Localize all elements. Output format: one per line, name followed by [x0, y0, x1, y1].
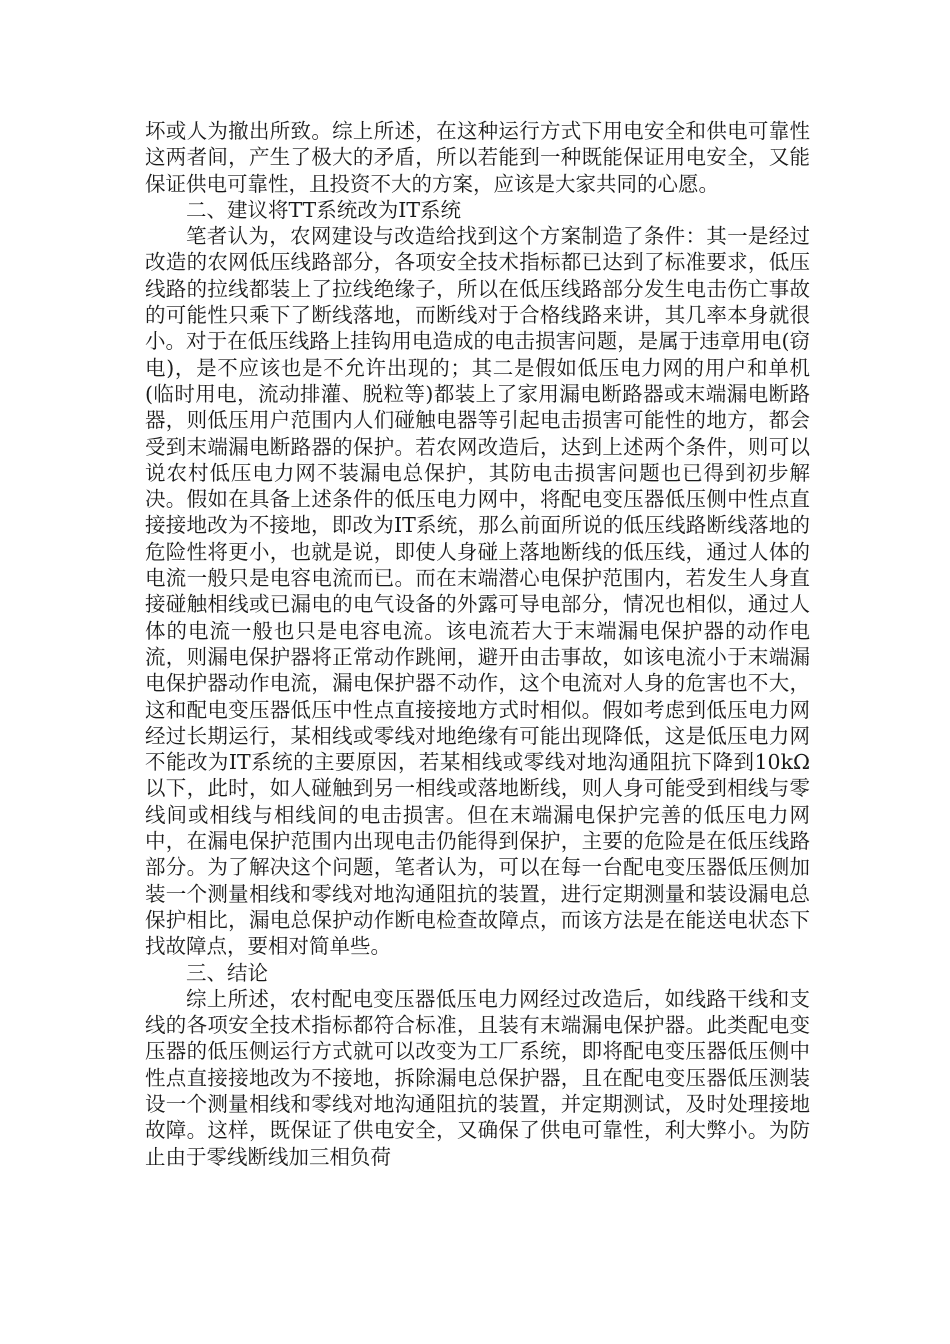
section-heading-3: 三、结论: [186, 960, 268, 985]
paragraph-proposal: 笔者认为，农网建设与改造给找到这个方案制造了条件：其一是经过改造的农网低压线路部分，各项安全技术指标都已达到了标准要求，低压线路的拉线都装上了拉线绝缘子，所以在低压线路部分发生电击伤亡事故的可能性只乘下了断线落地，而断线对于合格线路来讲，其几率本身就很小。对于在低压线路上挂钩用电造成的电击损害问题，是属于违章用电(窃电)，是不应该也是不允许出现的；其二是假如低压电力网的用户和单机(临时用电，流动排灌、脱粒等)都装上了家用漏电断路器或末端漏电断路器，则低压用户范围内人们碰触电器等引起电击损害可能性的地方，都会受到末端漏电断路器的保护。若农网改造后，达到上述两个条件，则可以说农村低压电力网不装漏电总保护，其防电击损害问题也已得到初步解决。假如在具备上述条件的低压电力网中，将配电变压器低压侧中性点直接接地改为不接地，即改为IT系统，那么前面所说的低压线路断线落地的危险性将更小，也就是说，即使人身碰上落地断线的低压线，通过人体的电流一般只是电容电流而已。而在末端潜心电保护范围内，若发生人身直接碰触相线或已漏电的电气设备的外露可导电部分，情况也相似，通过人体的电流一般也只是电容电流。该电流若大于末端漏电保护器的动作电流，则漏电保护器将正常动作跳闸，避开由击事故，如该电流小于末端漏电保护器动作电流，漏电保护器不动作，这个电流对人身的危害也不大，这和配电变压器低压中性点直接接地方式时相似。假如考虑到低压电力网经过长期运行，某相线或零线对地绝缘有可能出现降低，这是低压电力网不能改为IT系统的主要原因，若某相线或零线对地沟通阻抗下降到10kΩ以下，此时，如人碰触到另一相线或落地断线，则人身可能受到相线与零线间或相线与相线间的电击损害。但在末端漏电保护完善的低压电力网中，在漏电保护范围内出现电击仍能得到保护，主要的危险是在低压线路部分。为了解决这个问题，笔者认为，可以在每一台配电变压器低压侧加装一个测量相线和零线对地沟通阻抗的装置，进行定期测量和装设漏电总保护相比，漏电总保护动作断电检查故障点，而该方法是在能送电状态下找故障点，要相对简单些。: [145, 224, 810, 959]
paragraph-continuation: 坏或人为撤出所致。综上所述，在这种运行方式下用电安全和供电可靠性这两者间，产生了极大的矛盾，所以若能到一种既能保证用电安全，又能保证供电可靠性，且投资不大的方案，应该是大家共同的心愿。: [145, 119, 810, 196]
document-body: [145, 118, 810, 1170]
section-heading-2: 二、建议将TT系统改为IT系统: [186, 197, 461, 222]
paragraph-conclusion: 综上所述，农村配电变压器低压电力网经过改造后，如线路干线和支线的各项安全技术指标都符合标准，且装有末端漏电保护器。此类配电变压器的低压侧运行方式就可以改变为工厂系统，即将配电变压器低压侧中性点直接接地改为不接地，拆除漏电总保护器，且在配电变压器低压测装设一个测量相线和零线对地沟通阻抗的装置，并定期测试，及时处理接地故障。这样，既保证了供电安全，又确保了供电可靠性，利大弊小。为防止由于零线断线加三相负荷: [145, 986, 810, 1169]
